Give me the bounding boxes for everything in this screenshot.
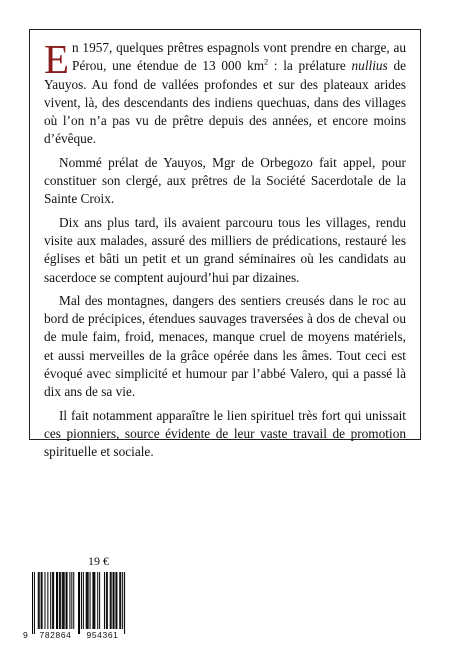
barcode-bar [59,572,60,629]
barcode-bar [111,572,112,629]
barcode-bar [32,572,33,634]
barcode-digits [23,630,128,640]
barcode-bar [66,572,67,629]
barcode-bar [120,572,121,629]
barcode-lead-digit: 9 [23,630,28,640]
barcode-bar [116,572,117,629]
barcode-bar [81,572,82,629]
barcode-bar [83,572,84,629]
barcode-bar [52,572,53,629]
blurb-paragraph-1 [44,36,406,149]
blurb-p1-italic: nullius [351,58,388,74]
barcode-bar [97,572,98,629]
barcode-bar [86,572,87,629]
blurb-paragraph-3: Dix ans plus tard, ils avaient parcouru tous les villages, rendu visite aux malades, assuré des milliers de prédications, restauré les églises et bâti un petit et un grand séminaires où les candidats au sacerdoce se comptent aujourd’hui par dizaines. [44,214,406,285]
blurb-p1-text-b: : la prélature [268,58,352,74]
barcode-bar [47,572,48,629]
price-label: 19 € [88,554,109,568]
barcode-bar [34,572,35,634]
barcode-bar [92,572,93,629]
barcode-bar [110,572,111,629]
barcode-bar [122,572,123,629]
barcode-bar [104,572,105,629]
blurb-paragraph-2: Nommé prélat de Yauyos, Mgr de Orbegozo fait appel, pour constituer son clergé, aux prêtres de la Société Sacerdotale de la Sainte Croix. [44,154,406,207]
barcode-bar [124,572,125,634]
barcode-bar [69,572,70,629]
barcode-bar [56,572,57,629]
barcode-bar [63,572,64,629]
barcode-bar [115,572,116,629]
barcode-bar [119,572,120,629]
isbn-barcode [23,572,128,642]
barcode-group-2: 954361 [86,630,119,640]
barcode-bar [50,572,51,629]
blurb-p1-text-a: n 1957, quelques prêtres espagnols vont prendre en charge, au Pérou, une étendue de 13 000 km [72,40,406,74]
blurb-p1-text-c: de Yauyos. Au fond de vallées profondes et sur des plateaux arides vivent, là, des descendants des indiens quechuas, dans des villages où l’on n’a pas vu de prêtre depuis des années, et encore moins d’évêque. [44,58,406,147]
barcode-bar [113,572,114,629]
barcode-bar [42,572,43,629]
barcode-bar [73,572,74,629]
barcode-bar [94,572,95,629]
barcode-bar [107,572,108,629]
back-cover-blurb [29,29,421,460]
barcode-bar [53,572,54,629]
barcode-bar [87,572,88,629]
barcode-group-1: 782864 [39,630,72,640]
barcode-bar [90,572,91,629]
barcode-bar [64,572,65,629]
barcode-bar [41,572,42,629]
squared-superscript: 2 [264,57,269,67]
barcode-bar [78,572,79,634]
barcode-bar [38,572,39,629]
barcode-bar [88,572,89,629]
barcode-bar [99,572,100,629]
barcode-bar [79,572,80,634]
barcode-bar [57,572,58,629]
barcode-bar [39,572,40,629]
barcode-bar [62,572,63,629]
drop-cap-letter: E [44,36,70,82]
barcode-bar [93,572,94,629]
barcode-bar [60,572,61,629]
barcode-bar [114,572,115,629]
barcode-bar [67,572,68,629]
barcode-bar [106,572,107,629]
blurb-paragraph-5: Il fait notamment apparaître le lien spirituel très fort qui unissait ces pionniers, source évidente de leur vaste travail de promotion spirituelle et sociale. [44,407,406,460]
blurb-paragraph-4: Mal des montagnes, dangers des sentiers creusés dans le roc au bord de précipices, étendues sauvages traversées à dos de cheval ou de mule faim, froid, menaces, manque cruel de moyens matériels, et aussi merveilles de la grâce opérée dans les âmes. Tout ceci est évoqué avec simplicité et humour par l’abbé Valero, qui a passé là dix ans de sa vie. [44,292,406,400]
barcode-bar [44,572,45,629]
barcode-bar [71,572,72,629]
